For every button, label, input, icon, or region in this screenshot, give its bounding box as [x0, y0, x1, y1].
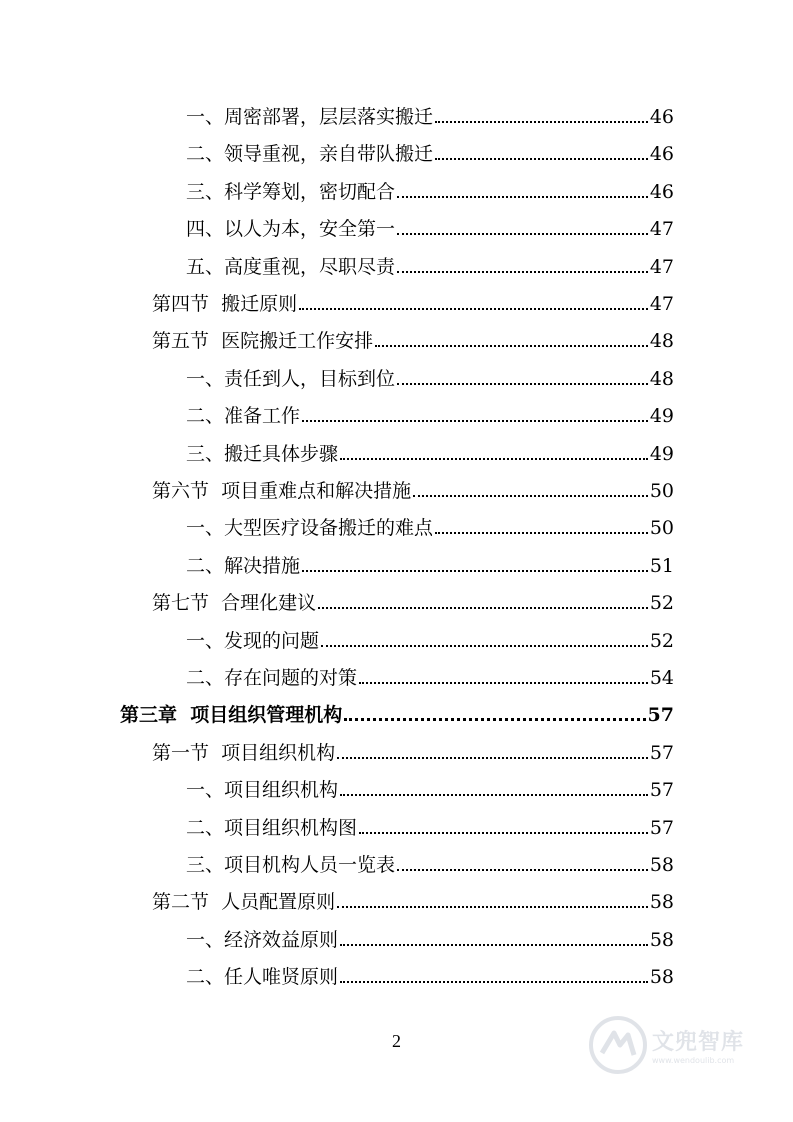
- toc-entry[interactable]: [186, 100, 674, 128]
- toc-entry-label: 一、大型医疗设备搬迁的难点: [186, 517, 434, 539]
- toc-entry[interactable]: [152, 586, 674, 614]
- toc-entry-page: 57: [649, 742, 674, 764]
- toc-leader-dots: [340, 457, 648, 460]
- toc-leader-dots: [340, 980, 648, 983]
- toc-leader-dots: [435, 531, 648, 534]
- toc-entry-label: 第二节 人员配置原则: [152, 891, 336, 913]
- toc-entry-page: 58: [649, 854, 674, 876]
- toc-entry-page: 54: [649, 667, 674, 689]
- toc-entry-label: 一、周密部署，层层落实搬迁: [186, 106, 434, 128]
- toc-leader-dots: [397, 232, 648, 235]
- toc-leader-dots: [435, 157, 648, 160]
- toc-entry-page: 57: [649, 817, 674, 839]
- toc-entry-page: 52: [649, 592, 674, 614]
- toc-entry[interactable]: [186, 773, 674, 801]
- toc-entry-label: 一、发现的问题: [186, 630, 320, 652]
- toc-entry-label: 二、存在问题的对策: [186, 667, 358, 689]
- toc-leader-dots: [359, 681, 648, 684]
- toc-entry-page: 49: [649, 405, 674, 427]
- toc-entry[interactable]: [152, 287, 674, 315]
- toc-leader-dots: [435, 120, 648, 123]
- toc-entry-label: 三、科学筹划，密切配合: [186, 181, 396, 203]
- toc-entry-page: 58: [649, 929, 674, 951]
- toc-entry[interactable]: [186, 212, 674, 240]
- toc-leader-dots: [397, 382, 648, 385]
- toc-leader-dots: [344, 717, 645, 721]
- toc-entry[interactable]: [152, 324, 674, 352]
- toc-leader-dots: [397, 868, 648, 871]
- toc-entry[interactable]: [186, 399, 674, 427]
- toc-entry-page: 50: [649, 517, 674, 539]
- toc-entry-label: 第七节 合理化建议: [152, 592, 317, 614]
- toc-entry-label: 第三章 项目组织管理机构: [120, 704, 343, 726]
- toc-leader-dots: [337, 756, 648, 759]
- wendou-logo-icon: [588, 1015, 648, 1075]
- toc-entry[interactable]: [186, 923, 674, 951]
- toc-entry-page: 58: [649, 966, 674, 988]
- page-number: 2: [392, 1031, 401, 1051]
- toc-entry[interactable]: [186, 511, 674, 539]
- toc-entry-page: 47: [649, 293, 674, 315]
- toc-leader-dots: [302, 569, 648, 572]
- toc-entry-label: 二、项目组织机构图: [186, 817, 358, 839]
- toc-entry-label: 二、准备工作: [186, 405, 301, 427]
- toc-entry-label: 第一节 项目组织机构: [152, 742, 336, 764]
- toc-entry-label: 第五节 医院搬迁工作安排: [152, 330, 374, 352]
- toc-entry-label: 二、解决措施: [186, 555, 301, 577]
- toc-entry[interactable]: [186, 848, 674, 876]
- toc-leader-dots: [321, 644, 648, 647]
- toc-leader-dots: [397, 270, 648, 273]
- toc-entry-label: 四、以人为本，安全第一: [186, 218, 396, 240]
- toc-entry-label: 第四节 搬迁原则: [152, 293, 298, 315]
- toc-entry-label: 一、经济效益原则: [186, 929, 339, 951]
- toc-entry[interactable]: [186, 175, 674, 203]
- toc-leader-dots: [413, 494, 648, 497]
- toc-entry-label: 三、搬迁具体步骤: [186, 443, 339, 465]
- toc-entry-page: 47: [649, 256, 674, 278]
- toc-entry-page: 46: [649, 181, 674, 203]
- toc-entry-label: 三、项目机构人员一览表: [186, 854, 396, 876]
- toc-entry[interactable]: [186, 362, 674, 390]
- toc-entry[interactable]: [186, 137, 674, 165]
- toc-leader-dots: [299, 307, 648, 310]
- toc-leader-dots: [397, 195, 648, 198]
- toc-entry-page: 46: [649, 143, 674, 165]
- toc-leader-dots: [302, 419, 648, 422]
- toc-entry-label: 二、领导重视，亲自带队搬迁: [186, 143, 434, 165]
- toc-entry-page: 51: [649, 555, 674, 577]
- toc-entry-label: 五、高度重视，尽职尽责: [186, 256, 396, 278]
- toc-entry-page: 52: [649, 630, 674, 652]
- toc-entry[interactable]: [186, 624, 674, 652]
- toc-leader-dots: [340, 943, 648, 946]
- toc-entry-page: 46: [649, 106, 674, 128]
- toc-leader-dots: [375, 344, 648, 347]
- toc-entry-page: 47: [649, 218, 674, 240]
- toc-entry[interactable]: [186, 250, 674, 278]
- toc-entry[interactable]: [186, 811, 674, 839]
- watermark-name: 文兜智库: [652, 1030, 745, 1055]
- watermark-logo: [588, 1010, 788, 1080]
- toc-entry-page: 58: [649, 891, 674, 913]
- toc-leader-dots: [340, 793, 648, 796]
- toc-entry-page: 48: [649, 330, 674, 352]
- toc-entry[interactable]: [152, 474, 674, 502]
- toc-leader-dots: [318, 606, 648, 609]
- toc-entry-label: 第六节 项目重难点和解决措施: [152, 480, 412, 502]
- toc-entry-page: 50: [649, 480, 674, 502]
- toc-entry[interactable]: [186, 549, 674, 577]
- toc-entry-page: 49: [649, 443, 674, 465]
- toc-entry[interactable]: [186, 661, 674, 689]
- toc-entry[interactable]: [120, 698, 674, 726]
- toc-entry-page: 57: [649, 779, 674, 801]
- toc-entry-page: 57: [647, 704, 674, 726]
- toc-entry[interactable]: [186, 437, 674, 465]
- toc-entry[interactable]: [152, 885, 674, 913]
- watermark-url: www.wendoulib.com: [652, 1056, 735, 1065]
- toc-entry-label: 二、任人唯贤原则: [186, 966, 339, 988]
- toc-entry-label: 一、责任到人，目标到位: [186, 368, 396, 390]
- toc-entry-page: 48: [649, 368, 674, 390]
- toc-entry[interactable]: [186, 960, 674, 988]
- toc-entry[interactable]: [152, 736, 674, 764]
- toc-leader-dots: [359, 831, 648, 834]
- toc-leader-dots: [337, 905, 648, 908]
- toc-entry-label: 一、项目组织机构: [186, 779, 339, 801]
